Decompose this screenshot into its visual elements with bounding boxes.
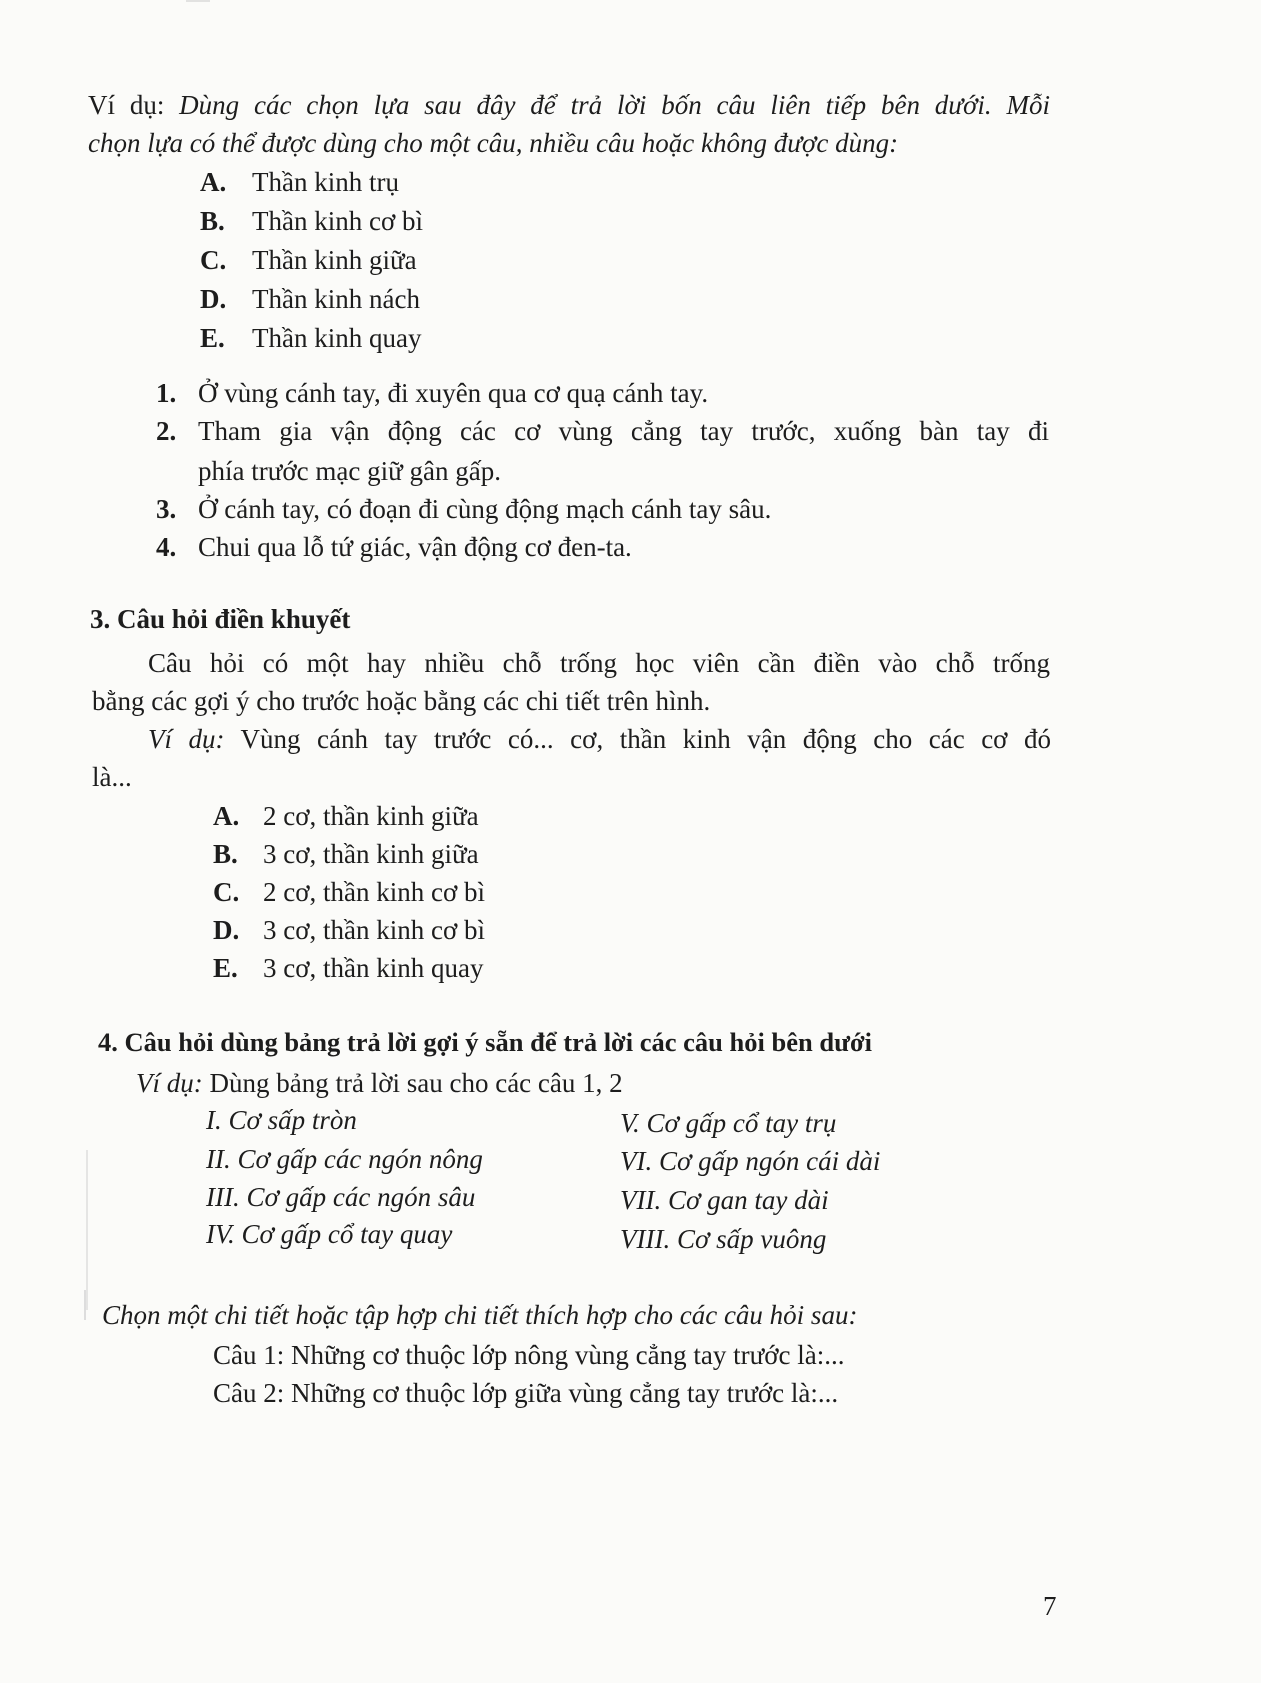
question-3: 3. Ở cánh tay, có đoạn đi cùng động mạch cánh tay sâu. <box>156 494 772 524</box>
fill-option-b: B. 3 cơ, thần kinh giữa <box>213 839 479 869</box>
intro-text-1: Dùng các chọn lựa sau đây để trả lời bốn câu liên tiếp bên dưới. Mỗi <box>179 90 1050 120</box>
fill-option-d: D. 3 cơ, thần kinh cơ bì <box>213 915 486 945</box>
question-4: 4. Chui qua lỗ tứ giác, vận động cơ đen-ta. <box>156 532 632 562</box>
fill-option-a: A. 2 cơ, thần kinh giữa <box>213 801 479 831</box>
option-d: D. Thần kinh nách <box>200 284 420 314</box>
section-3-example-line-1: Ví dụ: Vùng cánh tay trước có... cơ, thần kinh vận động cho các cơ đó <box>148 724 1051 754</box>
answer-item-viii: VIII. Cơ sấp vuông <box>620 1224 827 1254</box>
section-4-heading: 4. Câu hỏi dùng bảng trả lời gợi ý sẵn để trả lời các câu hỏi bên dưới <box>98 1027 873 1057</box>
question-1: 1. Ở vùng cánh tay, đi xuyên qua cơ quạ cánh tay. <box>156 378 709 408</box>
section-4-example: Ví dụ: Dùng bảng trả lời sau cho các câu 1, 2 <box>136 1068 623 1098</box>
scan-mark-left-2 <box>84 1290 86 1320</box>
section-4-instruction: Chọn một chi tiết hoặc tập hợp chi tiết thích hợp cho các câu hỏi sau: <box>102 1300 858 1330</box>
section-3-example-label: Ví dụ: <box>148 724 225 754</box>
intro-line-1 <box>88 86 1050 124</box>
section-4-question-1: Câu 1: Những cơ thuộc lớp nông vùng cẳng tay trước là:... <box>213 1340 845 1370</box>
option-a: A. Thần kinh trụ <box>200 167 399 197</box>
scan-mark-top <box>186 0 210 2</box>
section-3-heading: 3. Câu hỏi điền khuyết <box>90 604 351 634</box>
section-3-para-line-2: bằng các gợi ý cho trước hoặc bằng các chi tiết trên hình. <box>92 686 711 716</box>
answer-item-iii: III. Cơ gấp các ngón sâu <box>206 1182 476 1212</box>
question-2: 2. Tham gia vận động các cơ vùng cẳng tay trước, xuống bàn tay đi <box>156 416 1049 446</box>
section-3-example-line-2: là... <box>92 762 132 792</box>
section-4-question-2: Câu 2: Những cơ thuộc lớp giữa vùng cẳng tay trước là:... <box>213 1378 839 1408</box>
answer-item-vii: VII. Cơ gan tay dài <box>620 1185 829 1215</box>
page-number: 7 <box>1043 1591 1057 1621</box>
answer-item-vi: VI. Cơ gấp ngón cái dài <box>620 1146 881 1176</box>
option-e: E. Thần kinh quay <box>200 323 422 353</box>
option-b: B. Thần kinh cơ bì <box>200 206 423 236</box>
fill-option-e: E. 3 cơ, thần kinh quay <box>213 953 484 983</box>
answer-item-i: I. Cơ sấp tròn <box>206 1105 357 1135</box>
question-2-cont: phía trước mạc giữ gân gấp. <box>198 456 501 486</box>
section-3-para-line-1: Câu hỏi có một hay nhiều chỗ trống học viên cần điền vào chỗ trống <box>148 648 1050 678</box>
answer-item-ii: II. Cơ gấp các ngón nông <box>206 1144 483 1174</box>
answer-item-iv: IV. Cơ gấp cổ tay quay <box>206 1219 453 1249</box>
section-4-example-label: Ví dụ: <box>136 1068 203 1098</box>
option-c: C. Thần kinh giữa <box>200 245 417 275</box>
answer-item-v: V. Cơ gấp cổ tay trụ <box>620 1108 837 1138</box>
intro-line-2: chọn lựa có thể được dùng cho một câu, nhiều câu hoặc không được dùng: <box>88 128 899 158</box>
scan-mark-left <box>86 1150 88 1310</box>
fill-option-c: C. 2 cơ, thần kinh cơ bì <box>213 877 486 907</box>
intro-label: Ví dụ: <box>88 90 165 120</box>
